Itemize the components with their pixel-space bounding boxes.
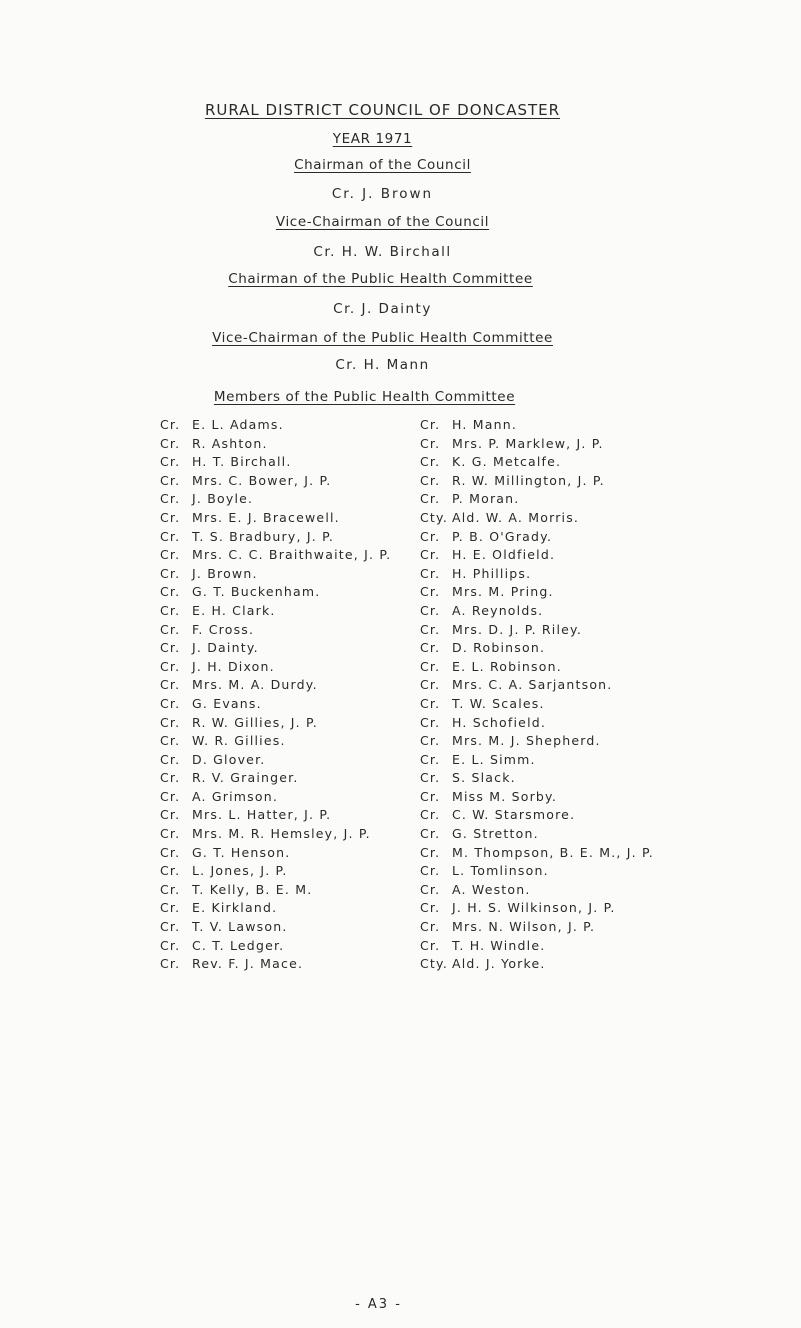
member-name: T. V. Lawson. <box>192 919 288 935</box>
member-row <box>160 621 391 640</box>
member-title: Cr. <box>160 881 181 897</box>
member-title: Cr. <box>420 584 441 600</box>
member-row <box>420 565 654 584</box>
member-title: Cty. <box>420 509 449 525</box>
member-name: H. T. Birchall. <box>192 454 292 470</box>
member-name: H. Mann. <box>452 417 517 432</box>
member-name: Mrs. N. Wilson, J. P. <box>452 919 596 935</box>
member-row <box>420 676 654 695</box>
member-name: R. W. Gillies, J. P. <box>192 714 318 730</box>
member-row <box>160 714 391 733</box>
member-title: Cr. <box>420 602 441 618</box>
member-title: Cty. <box>420 956 449 972</box>
member-title: Cr. <box>420 788 441 804</box>
member-name: J. H. S. Wilkinson, J. P. <box>452 900 616 916</box>
member-name: Ald. J. Yorke. <box>452 956 546 972</box>
member-title: Cr. <box>160 807 181 823</box>
member-title: Cr. <box>160 547 181 563</box>
member-name: E. L. Adams. <box>192 417 284 432</box>
member-name: Mrs. M. J. Shepherd. <box>452 733 601 749</box>
member-name: A. Weston. <box>452 881 531 897</box>
member-row <box>160 509 391 528</box>
member-title: Cr. <box>160 677 181 693</box>
member-title: Cr. <box>160 863 181 879</box>
member-name: G. T. Buckenham. <box>192 584 321 600</box>
member-title: Cr. <box>160 900 181 916</box>
chairman-heading: Chairman of the Council <box>294 157 471 173</box>
member-title: Cr. <box>420 528 441 544</box>
member-row <box>420 695 654 714</box>
member-title: Cr. <box>160 714 181 730</box>
member-name: T. H. Windle. <box>452 937 546 953</box>
member-name: Mrs. M. R. Hemsley, J. P. <box>192 826 371 842</box>
page-number: - A3 - <box>355 1297 402 1312</box>
member-row <box>420 806 654 825</box>
member-title: Cr. <box>420 770 441 786</box>
member-row <box>160 937 391 956</box>
member-title: Cr. <box>420 491 441 507</box>
council-title: RURAL DISTRICT COUNCIL OF DONCASTER <box>204 101 561 119</box>
member-title: Cr. <box>420 826 441 842</box>
member-row <box>420 918 654 937</box>
member-name: Mrs. L. Hatter, J. P. <box>192 807 332 823</box>
member-name: Rev. F. J. Mace. <box>192 956 304 972</box>
member-row <box>160 583 391 602</box>
member-title: Cr. <box>420 472 441 488</box>
member-name: Mrs. C. Bower, J. P. <box>192 472 332 488</box>
member-title: Cr. <box>160 788 181 804</box>
member-name: C. T. Ledger. <box>192 937 285 953</box>
member-title: Cr. <box>420 565 441 581</box>
member-row <box>420 732 654 751</box>
member-name: L. Jones, J. P. <box>192 863 288 879</box>
member-name: Mrs. C. A. Sarjantson. <box>452 677 613 693</box>
member-row <box>420 769 654 788</box>
member-row <box>160 769 391 788</box>
member-name: S. Slack. <box>452 770 516 786</box>
member-name: J. Brown. <box>192 565 258 581</box>
member-title: Cr. <box>160 454 181 470</box>
member-row <box>160 695 391 714</box>
members-list-right <box>420 416 654 974</box>
member-title: Cr. <box>160 658 181 674</box>
member-row <box>160 658 391 677</box>
member-row <box>160 416 391 435</box>
member-name: T. Kelly, B. E. M. <box>192 881 313 897</box>
member-name: D. Glover. <box>192 751 266 767</box>
member-name: P. Moran. <box>452 491 520 507</box>
member-name: H. Phillips. <box>452 565 532 581</box>
member-row <box>420 751 654 770</box>
member-row <box>420 937 654 956</box>
member-name: R. V. Grainger. <box>192 770 299 786</box>
member-title: Cr. <box>420 640 441 656</box>
member-row <box>160 546 391 565</box>
member-row <box>160 602 391 621</box>
members-heading: Members of the Public Health Committee <box>213 389 516 405</box>
member-row <box>420 546 654 565</box>
member-row <box>160 881 391 900</box>
member-title: Cr. <box>160 528 181 544</box>
member-name: A. Grimson. <box>192 788 279 804</box>
member-name: J. Boyle. <box>192 491 254 507</box>
member-row <box>160 844 391 863</box>
member-title: Cr. <box>160 919 181 935</box>
member-name: F. Cross. <box>192 621 255 637</box>
member-row <box>420 639 654 658</box>
members-list-left <box>160 416 391 974</box>
year-heading: YEAR 1971 <box>332 131 413 147</box>
member-name: Ald. W. A. Morris. <box>452 509 580 525</box>
phc-chairman-heading: Chairman of the Public Health Committee <box>228 271 533 287</box>
member-row <box>160 806 391 825</box>
member-title: Cr. <box>160 956 181 972</box>
member-row <box>160 528 391 547</box>
phc-chairman-name: Cr. J. Dainty <box>333 301 432 317</box>
member-title: Cr. <box>420 863 441 879</box>
member-title: Cr. <box>420 417 441 432</box>
member-name: H. Schofield. <box>452 714 547 730</box>
member-name: P. B. O'Grady. <box>452 528 553 544</box>
member-row <box>160 490 391 509</box>
member-name: J. H. Dixon. <box>192 658 275 674</box>
member-row <box>420 881 654 900</box>
member-name: T. W. Scales. <box>452 695 545 711</box>
member-title: Cr. <box>160 565 181 581</box>
member-name: R. Ashton. <box>192 435 268 451</box>
member-name: G. Evans. <box>192 695 262 711</box>
member-title: Cr. <box>420 751 441 767</box>
member-row <box>420 453 654 472</box>
member-row <box>160 751 391 770</box>
member-name: Mrs. C. C. Braithwaite, J. P. <box>192 547 392 563</box>
member-title: Cr. <box>160 695 181 711</box>
member-row <box>420 844 654 863</box>
member-title: Cr. <box>420 454 441 470</box>
member-name: Mrs. M. A. Durdy. <box>192 677 318 693</box>
member-title: Cr. <box>420 881 441 897</box>
member-row <box>420 602 654 621</box>
member-name: Mrs. M. Pring. <box>452 584 554 600</box>
member-name: E. H. Clark. <box>192 602 276 618</box>
member-name: Mrs. D. J. P. Riley. <box>452 621 583 637</box>
member-name: Mrs. E. J. Bracewell. <box>192 509 340 525</box>
member-title: Cr. <box>420 695 441 711</box>
member-name: L. Tomlinson. <box>452 863 549 879</box>
member-row <box>420 509 654 528</box>
member-title: Cr. <box>420 937 441 953</box>
member-name: A. Reynolds. <box>452 602 544 618</box>
member-row <box>160 676 391 695</box>
member-title: Cr. <box>160 417 181 432</box>
vice-chairman-heading: Vice-Chairman of the Council <box>275 214 490 230</box>
member-title: Cr. <box>160 509 181 525</box>
member-title: Cr. <box>420 435 441 451</box>
member-name: E. L. Robinson. <box>452 658 562 674</box>
member-title: Cr. <box>160 844 181 860</box>
member-name: M. Thompson, B. E. M., J. P. <box>452 844 654 860</box>
phc-vice-chairman-name: Cr. H. Mann <box>335 357 430 373</box>
member-title: Cr. <box>160 733 181 749</box>
member-row <box>420 416 654 435</box>
member-row <box>420 583 654 602</box>
member-name: Miss M. Sorby. <box>452 788 558 804</box>
member-row <box>420 435 654 454</box>
member-row <box>420 472 654 491</box>
member-name: G. T. Henson. <box>192 844 291 860</box>
chairman-name: Cr. J. Brown <box>331 186 434 202</box>
member-name: G. Stretton. <box>452 826 539 842</box>
member-title: Cr. <box>420 714 441 730</box>
member-title: Cr. <box>160 751 181 767</box>
member-title: Cr. <box>160 584 181 600</box>
member-title: Cr. <box>420 844 441 860</box>
member-row <box>160 435 391 454</box>
member-name: D. Robinson. <box>452 640 546 656</box>
member-row <box>420 490 654 509</box>
member-title: Cr. <box>160 770 181 786</box>
phc-vice-chairman-heading: Vice-Chairman of the Public Health Committee <box>212 330 553 346</box>
member-title: Cr. <box>160 826 181 842</box>
member-row <box>160 639 391 658</box>
member-row <box>420 899 654 918</box>
member-title: Cr. <box>420 658 441 674</box>
member-title: Cr. <box>160 937 181 953</box>
member-name: W. R. Gillies. <box>192 733 286 749</box>
member-name: E. L. Simm. <box>452 751 536 767</box>
member-name: R. W. Millington, J. P. <box>452 472 605 488</box>
member-title: Cr. <box>160 491 181 507</box>
member-title: Cr. <box>420 919 441 935</box>
member-title: Cr. <box>420 807 441 823</box>
member-row <box>420 714 654 733</box>
member-row <box>160 899 391 918</box>
member-row <box>420 658 654 677</box>
member-title: Cr. <box>420 677 441 693</box>
member-name: K. G. Metcalfe. <box>452 454 562 470</box>
member-name: T. S. Bradbury, J. P. <box>192 528 335 544</box>
member-row <box>160 862 391 881</box>
member-name: J. Dainty. <box>192 640 259 656</box>
member-title: Cr. <box>420 621 441 637</box>
member-row <box>420 621 654 640</box>
member-title: Cr. <box>420 733 441 749</box>
member-row <box>420 788 654 807</box>
member-name: H. E. Oldfield. <box>452 547 556 563</box>
member-row <box>420 528 654 547</box>
member-name: E. Kirkland. <box>192 900 278 916</box>
member-title: Cr. <box>160 472 181 488</box>
member-row <box>160 955 391 974</box>
member-row <box>420 955 654 974</box>
vice-chairman-name: Cr. H. W. Birchall <box>313 244 452 260</box>
member-name: Mrs. P. Marklew, J. P. <box>452 435 604 451</box>
member-row <box>160 453 391 472</box>
member-title: Cr. <box>160 435 181 451</box>
member-row <box>160 732 391 751</box>
member-title: Cr. <box>160 621 181 637</box>
member-row <box>160 565 391 584</box>
member-row <box>160 918 391 937</box>
member-row <box>160 825 391 844</box>
member-row <box>160 472 391 491</box>
member-title: Cr. <box>160 640 181 656</box>
member-row <box>420 862 654 881</box>
member-row <box>160 788 391 807</box>
member-title: Cr. <box>420 900 441 916</box>
member-title: Cr. <box>420 547 441 563</box>
member-row <box>420 825 654 844</box>
member-title: Cr. <box>160 602 181 618</box>
member-name: C. W. Starsmore. <box>452 807 576 823</box>
